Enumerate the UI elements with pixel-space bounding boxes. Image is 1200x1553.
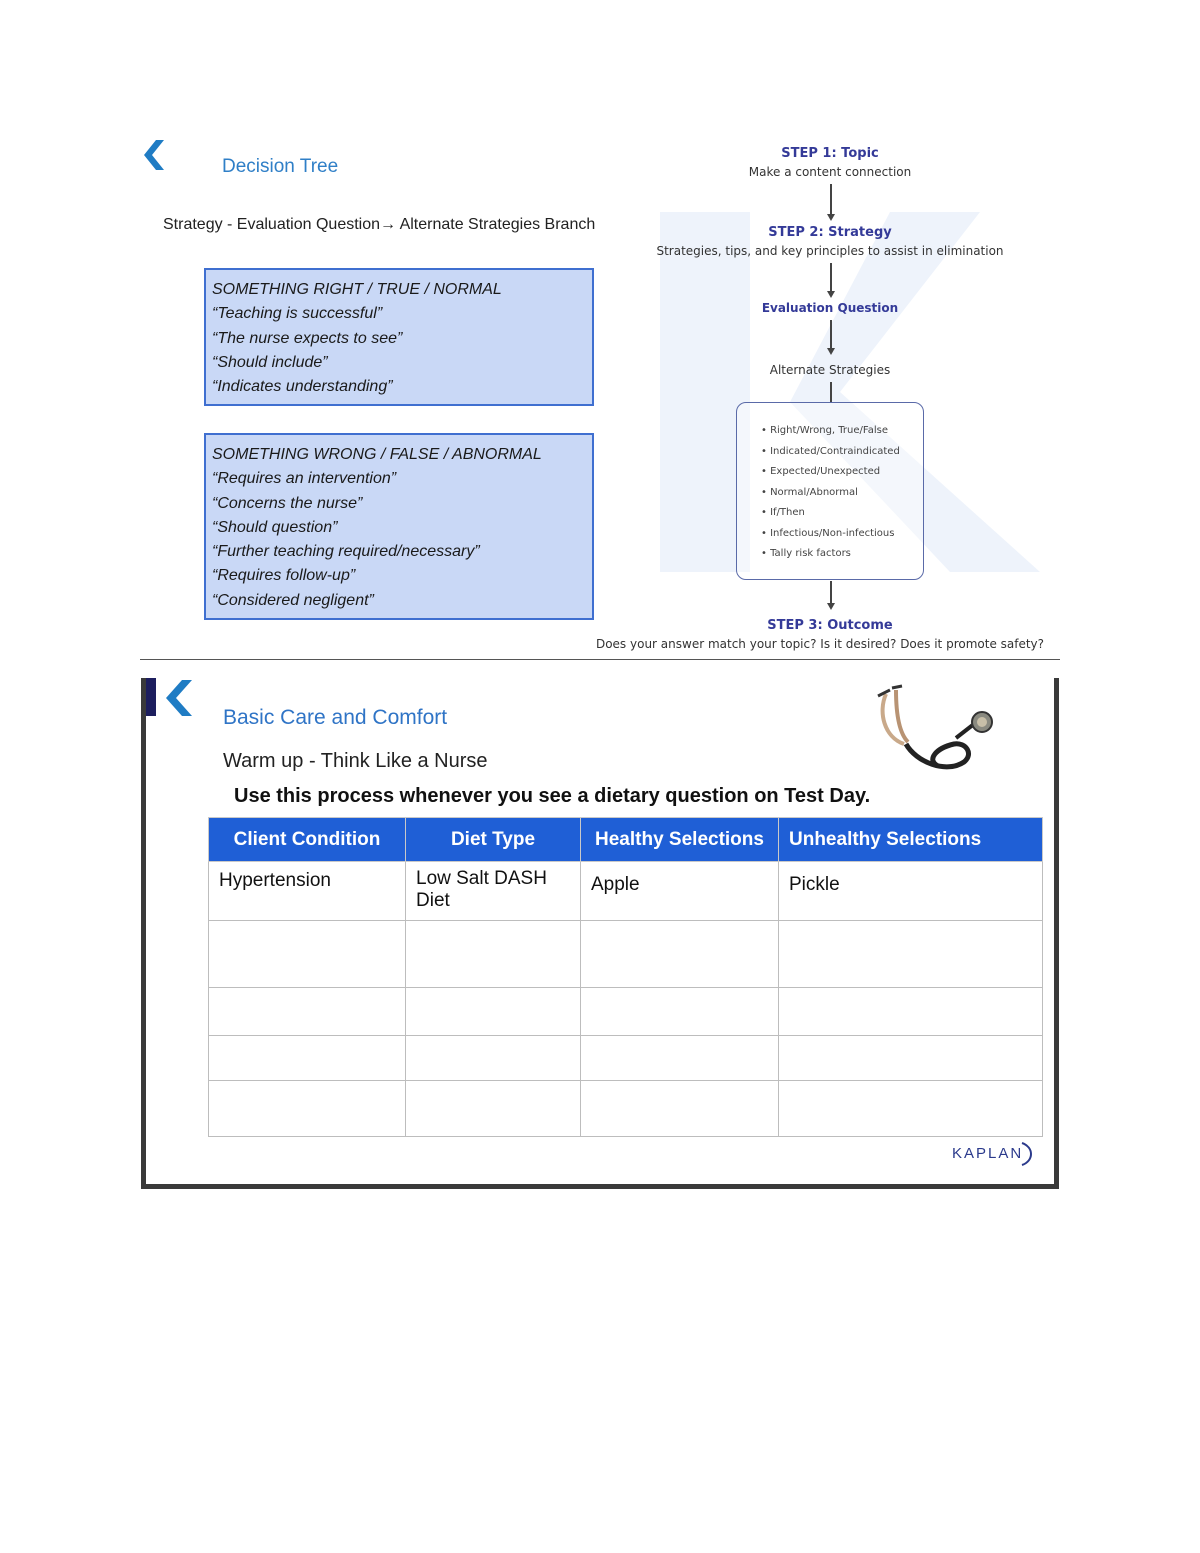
table-row	[209, 988, 1043, 1036]
arrow-head-icon	[827, 603, 835, 610]
right-true-normal-box	[204, 268, 594, 406]
slide-title: Basic Care and Comfort	[223, 706, 448, 729]
table-row	[209, 1036, 1043, 1081]
alt-item: • Tally risk factors	[761, 544, 900, 565]
alternate-strategies-box	[736, 402, 924, 580]
arrow	[830, 382, 832, 402]
box-line: “Requires follow-up”	[212, 567, 356, 585]
table-cell	[581, 1036, 779, 1081]
kaplan-k-icon	[142, 140, 166, 170]
step2-subtitle: Strategies, tips, and key principles to assist in elimination	[656, 244, 1004, 258]
table-cell	[581, 1081, 779, 1137]
wrong-false-abnormal-box	[204, 433, 594, 620]
diet-table	[208, 817, 1043, 1137]
table-cell	[406, 988, 581, 1036]
table-row	[209, 862, 1043, 921]
alt-item: • Right/Wrong, True/False	[761, 421, 900, 442]
arrow	[830, 263, 832, 293]
arrow	[830, 320, 832, 350]
alt-item: • Infectious/Non-infectious	[761, 524, 900, 545]
basic-care-slide	[141, 678, 1059, 1189]
table-cell	[406, 921, 581, 988]
arrow	[830, 184, 832, 216]
stethoscope-icon	[856, 682, 996, 774]
table-cell	[581, 988, 779, 1036]
step2-title: STEP 2: Strategy	[768, 225, 892, 240]
table-cell	[209, 1036, 406, 1081]
box-line: “Teaching is successful”	[212, 305, 383, 323]
brand-bar	[146, 678, 156, 716]
slide-title: Decision Tree	[222, 156, 339, 177]
arrow-head-icon	[827, 291, 835, 298]
decision-tree-slide	[140, 130, 1060, 655]
table-cell	[406, 1036, 581, 1081]
box-line: “Further teaching required/necessary”	[212, 543, 480, 561]
alternate-strategies-label: Alternate Strategies	[769, 363, 891, 377]
column-header: Healthy Selections	[581, 818, 779, 862]
table-cell	[779, 988, 1043, 1036]
step3-title: STEP 3: Outcome	[767, 618, 893, 633]
box-line: “Should question”	[212, 518, 338, 536]
kaplan-wordmark: KAPLAN	[952, 1145, 1024, 1162]
table-cell	[209, 921, 406, 988]
table-cell	[209, 1081, 406, 1137]
alt-item: • Normal/Abnormal	[761, 483, 900, 504]
table-cell	[581, 921, 779, 988]
box-line: “The nurse expects to see”	[212, 329, 403, 347]
box-line: “Requires an intervention”	[212, 470, 397, 488]
kaplan-logo	[946, 1137, 1038, 1171]
column-header: Unhealthy Selections	[779, 818, 1043, 862]
warmup-subtitle: Warm up - Think Like a Nurse	[223, 750, 488, 772]
step1-title: STEP 1: Topic	[781, 146, 879, 161]
box-line: “Considered negligent”	[212, 591, 374, 609]
table-row	[209, 1081, 1043, 1137]
step3-subtitle: Does your answer match your topic? Is it desired? Does it promote safety?	[595, 637, 1045, 651]
evaluation-question-label: Evaluation Question	[761, 301, 899, 315]
alt-item: • Indicated/Contraindicated	[761, 442, 900, 463]
box-line: “Indicates understanding”	[212, 378, 393, 396]
instruction-text: Use this process whenever you see a dietary question on Test Day.	[234, 785, 871, 807]
alt-item: • If/Then	[761, 503, 900, 524]
arrow	[830, 581, 832, 605]
column-header: Client Condition	[209, 818, 406, 862]
alt-item: • Expected/Unexpected	[761, 462, 900, 483]
slide-divider	[140, 659, 1060, 660]
table-row	[209, 921, 1043, 988]
box-heading: SOMETHING WRONG / FALSE / ABNORMAL	[212, 446, 542, 463]
box-line: “Should include”	[212, 353, 328, 371]
step1-subtitle: Make a content connection	[748, 165, 912, 179]
column-header: Diet Type	[406, 818, 581, 862]
table-cell	[779, 1036, 1043, 1081]
table-cell	[406, 1081, 581, 1137]
kaplan-k-icon	[162, 680, 198, 716]
table-cell	[779, 1081, 1043, 1137]
arrow-head-icon	[827, 348, 835, 355]
box-heading: SOMETHING RIGHT / TRUE / NORMAL	[212, 281, 502, 298]
table-cell: Apple	[581, 862, 779, 921]
table-cell	[779, 921, 1043, 988]
table-cell: Hypertension	[209, 862, 406, 921]
box-line: “Concerns the nurse”	[212, 494, 363, 512]
table-cell: Low Salt DASH Diet	[406, 862, 581, 921]
strategy-line: Strategy - Evaluation Question→ Alternate Strategies Branch	[163, 216, 596, 233]
table-cell: Pickle	[779, 862, 1043, 921]
arrow-head-icon	[827, 214, 835, 221]
table-cell	[209, 988, 406, 1036]
